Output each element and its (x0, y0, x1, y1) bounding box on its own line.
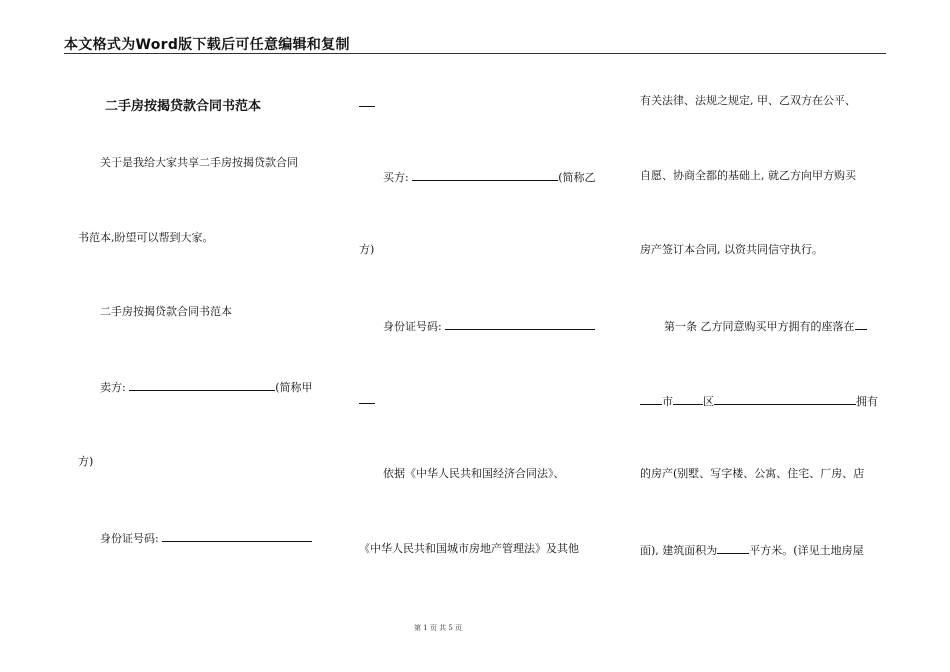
banner-divider (64, 53, 886, 54)
article-1-line-4 (640, 542, 864, 558)
buyer-name-blank (412, 169, 558, 181)
area-prefix: 面), 建筑面积为 (640, 544, 718, 557)
area-suffix: 平方米。(详见土地房屋 (749, 544, 864, 557)
article-1-line-1 (664, 318, 867, 334)
law-line-3: 房产签订本合同, 以资共同信守执行。 (640, 243, 823, 256)
district-label: 区 (703, 395, 714, 408)
seller-line-cont: 方) (78, 455, 94, 468)
intro-line-2: 书范本,盼望可以帮到大家。 (78, 231, 214, 244)
article-1-line-2 (640, 393, 878, 409)
buyer-id-label: 身份证号码: (383, 320, 442, 333)
own-label: 拥有 (856, 395, 878, 408)
basis-line-2: 《中华人民共和国城市房地产管理法》及其他 (359, 542, 579, 555)
seller-name-blank (129, 379, 275, 391)
document-banner: 本文格式为Word版下载后可任意编辑和复制 (64, 37, 350, 53)
contract-subtitle: 二手房按揭贷款合同书范本 (100, 305, 232, 318)
buyer-id-blank (445, 318, 595, 330)
article-1-line-3: 的房产(别墅、写字楼、公寓、住宅、厂房、店 (640, 467, 865, 480)
top-blank-segment (359, 106, 375, 107)
area-blank (717, 542, 749, 554)
seller-suffix: (简称甲 (275, 381, 313, 394)
seller-line (100, 379, 313, 395)
article-1-text: 第一条 乙方同意购买甲方拥有的座落在 (664, 320, 855, 333)
buyer-line (383, 169, 596, 185)
intro-line-1: 关于是我给大家共享二手房按揭贷款合同 (100, 156, 298, 169)
district-blank-1 (673, 393, 703, 405)
seller-id-line (100, 530, 312, 546)
page-number: 第 1 页 共 5 页 (414, 624, 463, 632)
law-line-1: 有关法律、法规之规定, 甲、乙双方在公平、 (640, 94, 856, 107)
buyer-line-cont: 方) (359, 243, 375, 256)
seller-id-blank (162, 530, 312, 542)
city-label: 市 (662, 395, 673, 408)
seller-id-label: 身份证号码: (100, 532, 159, 545)
basis-line-1: 依据《中华人民共和国经济合同法》、 (383, 467, 565, 480)
document-title: 二手房按揭贷款合同书范本 (105, 99, 262, 114)
location-blank (855, 318, 867, 330)
buyer-suffix: (简称乙 (558, 171, 596, 184)
address-blank (714, 393, 856, 405)
buyer-label: 买方: (383, 171, 409, 184)
buyer-id-line (383, 318, 595, 334)
law-line-2: 自愿、协商全都的基础上, 就乙方向甲方购买 (640, 169, 856, 182)
city-blank (640, 393, 662, 405)
seller-label: 卖方: (100, 381, 126, 394)
id-blank-continuation (359, 403, 375, 404)
